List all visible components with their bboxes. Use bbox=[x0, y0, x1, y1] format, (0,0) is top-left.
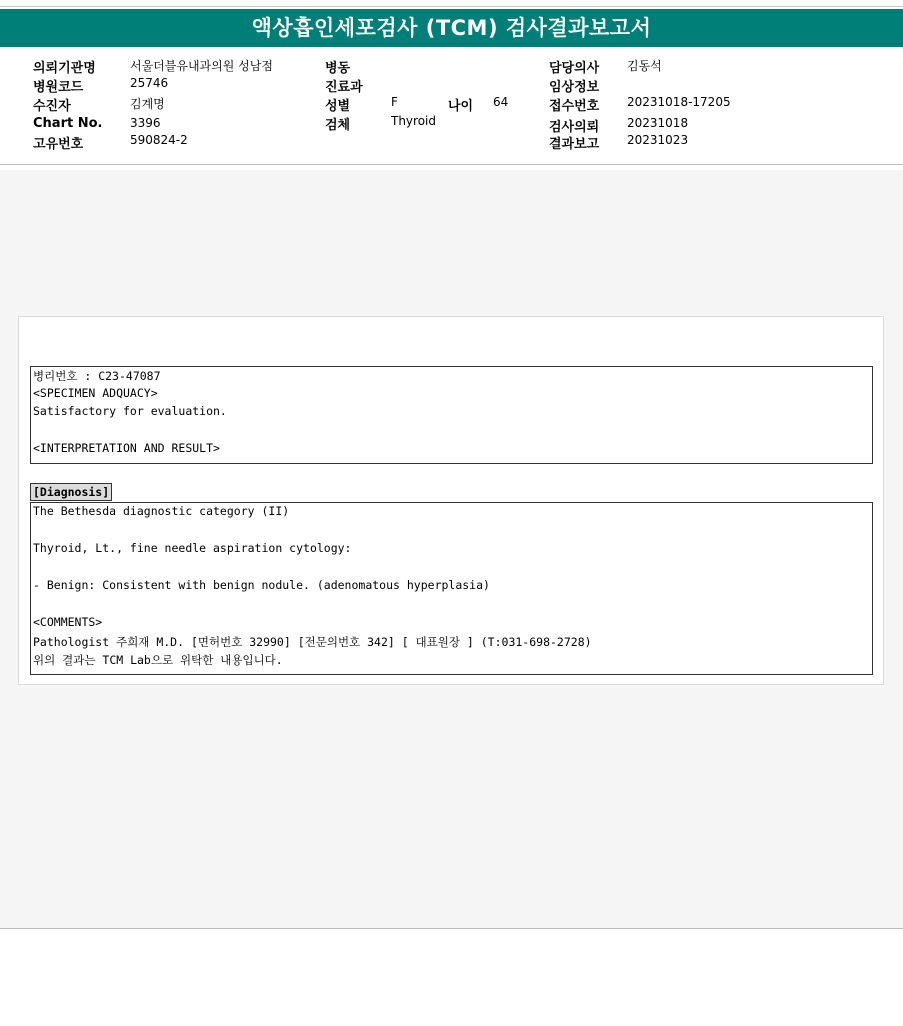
specimen-label: 검체 bbox=[325, 118, 351, 133]
specimen-site-line: Thyroid, Lt., fine needle aspiration cytology: bbox=[33, 541, 352, 555]
doctor-label: 담당의사 bbox=[549, 61, 600, 76]
report-date-label: 결과보고 bbox=[549, 137, 600, 152]
report-title: 액상흡인세포검사 (TCM) 검사결과보고서 bbox=[0, 9, 903, 47]
interpretation-heading: <INTERPRETATION AND RESULT> bbox=[33, 441, 220, 455]
request-date-label: 검사의뢰 bbox=[549, 120, 600, 135]
receipt-no-value: 20231018-17205 bbox=[627, 95, 731, 109]
outsourcing-note: 위의 결과는 TCM Lab으로 위탁한 내용입니다. bbox=[33, 653, 283, 667]
specimen-adequacy-text: Satisfactory for evaluation. bbox=[33, 404, 227, 418]
ward-label: 병동 bbox=[325, 61, 351, 76]
bethesda-category-line: The Bethesda diagnostic category (II) bbox=[33, 504, 290, 518]
doctor-value: 김동석 bbox=[627, 59, 662, 73]
unique-no-label: 고유번호 bbox=[33, 137, 84, 152]
chart-no-label: Chart No. bbox=[33, 116, 103, 131]
pathology-number-line: 병리번호 : C23-47087 bbox=[33, 369, 161, 383]
comments-heading: <COMMENTS> bbox=[33, 615, 103, 629]
chart-no-value: 3396 bbox=[130, 116, 161, 130]
sex-label: 성별 bbox=[325, 99, 351, 114]
department-label: 진료과 bbox=[325, 80, 363, 95]
recipient-label: 수진자 bbox=[33, 99, 71, 114]
specimen-value: Thyroid bbox=[391, 114, 436, 128]
unique-no-value: 590824-2 bbox=[130, 133, 188, 147]
age-label: 나이 bbox=[448, 99, 474, 114]
diagnosis-label: [Diagnosis] bbox=[30, 483, 112, 501]
institution-value: 서울더블유내과의원 성남점 bbox=[130, 59, 273, 73]
top-border bbox=[0, 0, 903, 7]
hospital-code-label: 병원코드 bbox=[33, 80, 84, 95]
age-value: 64 bbox=[493, 95, 509, 109]
receipt-no-label: 접수번호 bbox=[549, 99, 600, 114]
clinical-info-label: 임상정보 bbox=[549, 80, 600, 95]
hospital-code-value: 25746 bbox=[130, 76, 169, 90]
request-date-value: 20231018 bbox=[627, 116, 689, 130]
report-date-value: 20231023 bbox=[627, 133, 689, 147]
sex-value: F bbox=[391, 95, 398, 109]
diagnosis-box bbox=[30, 502, 873, 675]
recipient-value: 김계명 bbox=[130, 97, 165, 111]
patient-info-section bbox=[0, 47, 903, 165]
specimen-adequacy-heading: <SPECIMEN ADQUACY> bbox=[33, 386, 158, 400]
institution-label: 의뢰기관명 bbox=[33, 61, 96, 76]
pathologist-line: Pathologist 주희재 M.D. [면허번호 32990] [전문의번호 342] [ 대표원장 ] (T:031-698-2728) bbox=[33, 635, 592, 649]
specimen-box bbox=[30, 366, 873, 464]
diagnosis-result-line: - Benign: Consistent with benign nodule. (adenomatous hyperplasia) bbox=[33, 578, 490, 592]
